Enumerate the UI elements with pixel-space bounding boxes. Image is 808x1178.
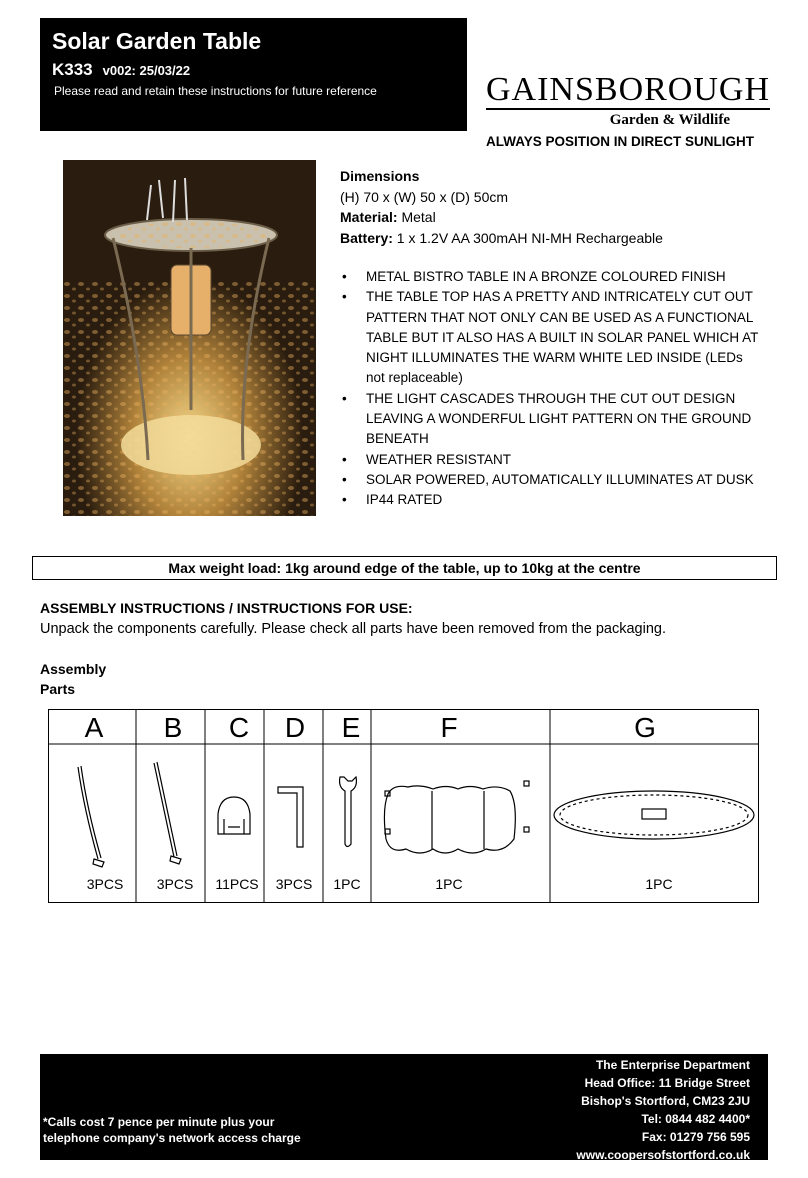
brand-logo [486, 72, 770, 129]
header-banner [40, 18, 467, 131]
material-value: Metal [397, 209, 436, 225]
feature-item: • SOLAR POWERED, AUTOMATICALLY ILLUMINATES AT DUSK [340, 470, 760, 490]
bullet-icon: • [342, 492, 347, 508]
version-text: v002: 25/03/22 [102, 63, 191, 78]
address-line: Fax: 01279 756 595 [641, 1130, 750, 1144]
table-top-icon [554, 791, 754, 839]
part-qty: 3PCS [275, 876, 313, 892]
address-line: The Enterprise Department [595, 1058, 750, 1072]
foot-cap-icon [218, 797, 250, 834]
battery-label: Battery: [340, 229, 393, 246]
part-qty: 1PC [435, 876, 463, 892]
lamp-shade-icon [384, 781, 529, 853]
sunlight-note: ALWAYS POSITION IN DIRECT SUNLIGHT [486, 134, 755, 149]
battery-value: 1 x 1.2V AA 300mAH NI-MH Rechargeable [392, 229, 663, 246]
bullet-icon: • [342, 471, 347, 487]
website-link: www.coopersofstortford.co.uk [576, 1148, 750, 1162]
bullet-icon: • [342, 269, 347, 284]
part-letter: A [84, 712, 104, 743]
feature-item: • THE LIGHT CASCADES THROUGH THE CUT OUT DESIGN LEAVING A WONDERFUL LIGHT PATTERN ON THE GROUND BENEATH [342, 390, 752, 447]
part-qty: 3PCS [156, 876, 194, 892]
bullet-icon: • [342, 451, 347, 467]
address-line: Bishop's Stortford, CM23 2JU [581, 1094, 750, 1108]
allen-key-icon [278, 787, 303, 847]
feature-item: • THE TABLE TOP HAS A PRETTY AND INTRICATELY CUT OUT PATTERN THAT NOT ONLY CAN BE USED AS A FUNCTIONAL TABLE BUT IT ALSO HAS A BUILT IN SOLAR PANEL WHICH AT NIGHT ILLUMINATES THE WARM WHITE LED INSIDE (LEDs not replaceable) [342, 289, 759, 386]
brand-name: GAINSBOROUGH [486, 71, 771, 108]
spanner-icon [340, 777, 357, 847]
address-line: Head Office: 11 Bridge Street [584, 1076, 750, 1090]
dimensions-value: (H) 70 x (W) 50 x (D) 50cm [340, 188, 509, 205]
leg-b-icon [154, 762, 181, 864]
part-qty: 3PCS [86, 876, 124, 892]
parts-label: Parts [40, 681, 76, 697]
brand-subtitle: Garden & Wildlife [609, 112, 730, 128]
part-qty: 11PCS [215, 876, 259, 892]
assembly-heading: ASSEMBLY INSTRUCTIONS / INSTRUCTIONS FOR USE: [40, 600, 413, 616]
part-letter: G [634, 712, 656, 743]
bullet-icon: • [342, 289, 347, 305]
assembly-label: Assembly [40, 661, 107, 677]
footer-banner [40, 1054, 768, 1160]
product-code [52, 60, 190, 80]
parts-table [48, 709, 759, 903]
part-qty: 1PC [645, 876, 673, 892]
part-letter: D [284, 712, 306, 743]
bullet-icon: • [342, 390, 347, 406]
company-address [576, 1056, 750, 1164]
calls-note: *Calls cost 7 pence per minute plus your telephone company's network access charge [43, 1115, 301, 1145]
address-line: Tel: 0844 482 4400* [641, 1112, 750, 1126]
specs-block [340, 166, 780, 248]
feature-item: • IP44 RATED [340, 490, 760, 510]
feature-list [340, 267, 760, 511]
retain-note: Please read and retain these instructions for future reference [54, 84, 377, 98]
leg-a-icon [78, 766, 104, 867]
feature-item: • METAL BISTRO TABLE IN A BRONZE COLOURED FINISH [340, 267, 760, 287]
feature-item: • WEATHER RESISTANT [340, 450, 760, 470]
material-label: Material: [340, 209, 398, 225]
product-code-text: K333 [52, 60, 93, 79]
part-letter: C [228, 712, 250, 743]
page-title: Solar Garden Table [52, 28, 262, 54]
product-photo [63, 160, 316, 516]
max-weight-box: Max weight load: 1kg around edge of the table, up to 10kg at the centre [32, 556, 777, 580]
part-qty: 1PC [333, 876, 361, 892]
part-letter: B [163, 712, 183, 743]
assembly-intro: Unpack the components carefully. Please check all parts have been removed from the packaging. [40, 621, 666, 637]
part-letter: E [341, 712, 361, 743]
part-letter: F [440, 712, 458, 743]
dimensions-label: Dimensions [340, 168, 420, 184]
